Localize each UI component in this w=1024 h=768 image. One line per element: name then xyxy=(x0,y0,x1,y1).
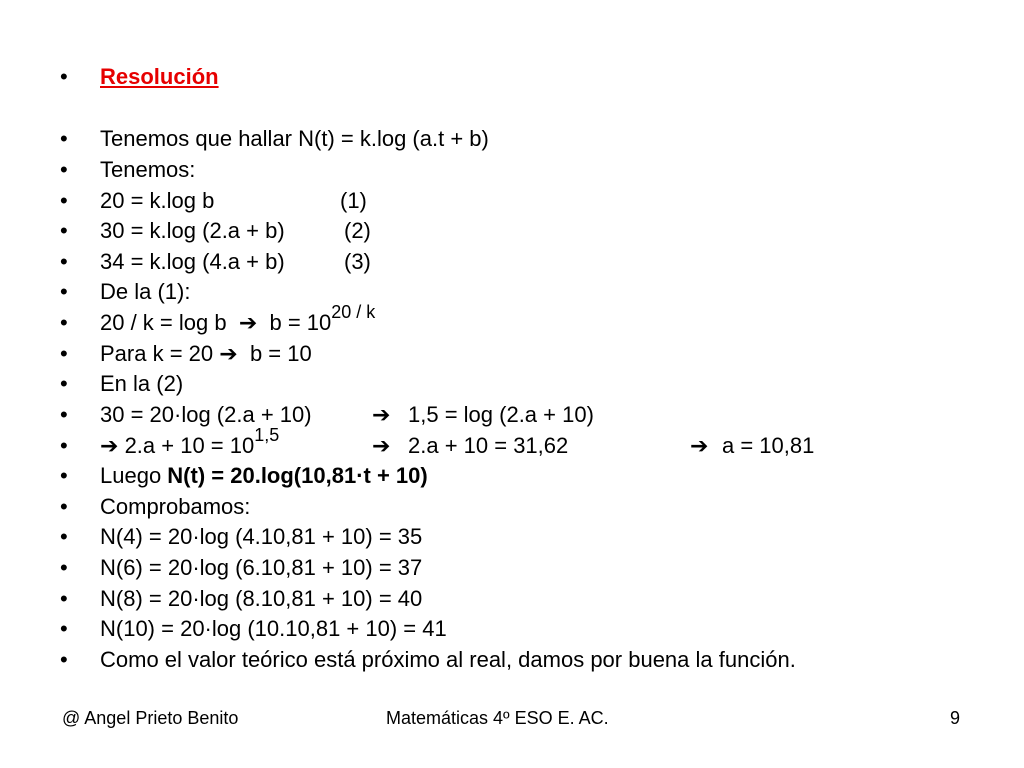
line-text: De la (1): xyxy=(100,279,191,304)
arrow-icon: ➔ xyxy=(238,310,258,335)
bullet: • xyxy=(60,218,68,243)
bullet: • xyxy=(60,188,68,213)
bullet: • xyxy=(60,647,68,672)
b-value: b = 10 xyxy=(249,341,312,366)
exponent: 1,5 xyxy=(254,425,280,445)
equation-2-label: (2) xyxy=(344,218,371,243)
arrow-icon: ➔ xyxy=(690,433,709,458)
footer-author: @ Angel Prieto Benito xyxy=(62,708,239,728)
line-text-12 xyxy=(100,461,428,491)
bullet: • xyxy=(60,586,68,611)
arrow-icon: ➔ xyxy=(372,402,391,427)
line-text: En la (2) xyxy=(100,371,184,396)
k-value: Para k = 20 xyxy=(100,341,214,366)
arrow-icon: ➔ xyxy=(219,341,238,366)
page-number: 9 xyxy=(950,708,961,728)
bullet: • xyxy=(60,555,68,580)
luego-label: Luego xyxy=(100,463,168,488)
exponent: 20 / k xyxy=(331,302,376,322)
line-text-7 xyxy=(100,302,376,339)
bullet: • xyxy=(60,402,68,427)
power-equation: 2.a + 10 = 10 xyxy=(124,433,255,458)
bullet: • xyxy=(60,249,68,274)
equation-2: 30 = k.log (2.a + b) xyxy=(100,218,285,243)
bullet: • xyxy=(60,310,68,335)
equation-3: 34 = k.log (4.a + b) xyxy=(100,249,285,274)
bullet: • xyxy=(60,64,68,89)
arrow-icon: ➔ xyxy=(372,433,391,458)
check-n8: N(8) = 20·log (8.10,81 + 10) = 40 xyxy=(100,586,423,611)
substitution-equation: 30 = 20·log (2.a + 10) xyxy=(100,402,312,427)
conclusion: Como el valor teórico está próximo al real, damos por buena la función. xyxy=(100,647,796,672)
line-text: Tenemos que hallar N(t) = k.log (a.t + b) xyxy=(100,126,489,151)
bullet: • xyxy=(60,371,68,396)
log-b-equation: 20 / k = log b xyxy=(100,310,227,335)
equation-1-label: (1) xyxy=(340,188,367,213)
check-n10: N(10) = 20·log (10.10,81 + 10) = 41 xyxy=(100,616,447,641)
log-equation: 1,5 = log (2.a + 10) xyxy=(408,402,594,427)
bullet: • xyxy=(60,157,68,182)
bullet: • xyxy=(60,463,68,488)
heading-resolucion: Resolución xyxy=(100,64,219,89)
bullet: • xyxy=(60,126,68,151)
line-text-11 xyxy=(100,425,280,462)
a-value: a = 10,81 xyxy=(722,433,815,458)
check-n6: N(6) = 20·log (6.10,81 + 10) = 37 xyxy=(100,555,423,580)
equation-3-label: (3) xyxy=(344,249,371,274)
bullet: • xyxy=(60,524,68,549)
equation-1: 20 = k.log b xyxy=(100,188,215,213)
check-n4: N(4) = 20·log (4.10,81 + 10) = 35 xyxy=(100,524,423,549)
arrow-icon: ➔ xyxy=(100,433,119,458)
bullet: • xyxy=(60,341,68,366)
b-equation: b = 10 xyxy=(269,310,332,335)
value-equation: 2.a + 10 = 31,62 xyxy=(408,433,569,458)
final-function: N(t) = 20.log(10,81·t + 10) xyxy=(167,463,428,488)
bullet: • xyxy=(60,279,68,304)
line-text: Tenemos: xyxy=(100,157,196,182)
bullet: • xyxy=(60,494,68,519)
line-text: Comprobamos: xyxy=(100,494,251,519)
footer-course: Matemáticas 4º ESO E. AC. xyxy=(386,708,609,728)
line-text-8 xyxy=(100,339,312,369)
bullet: • xyxy=(60,433,68,458)
bullet: • xyxy=(60,616,68,641)
